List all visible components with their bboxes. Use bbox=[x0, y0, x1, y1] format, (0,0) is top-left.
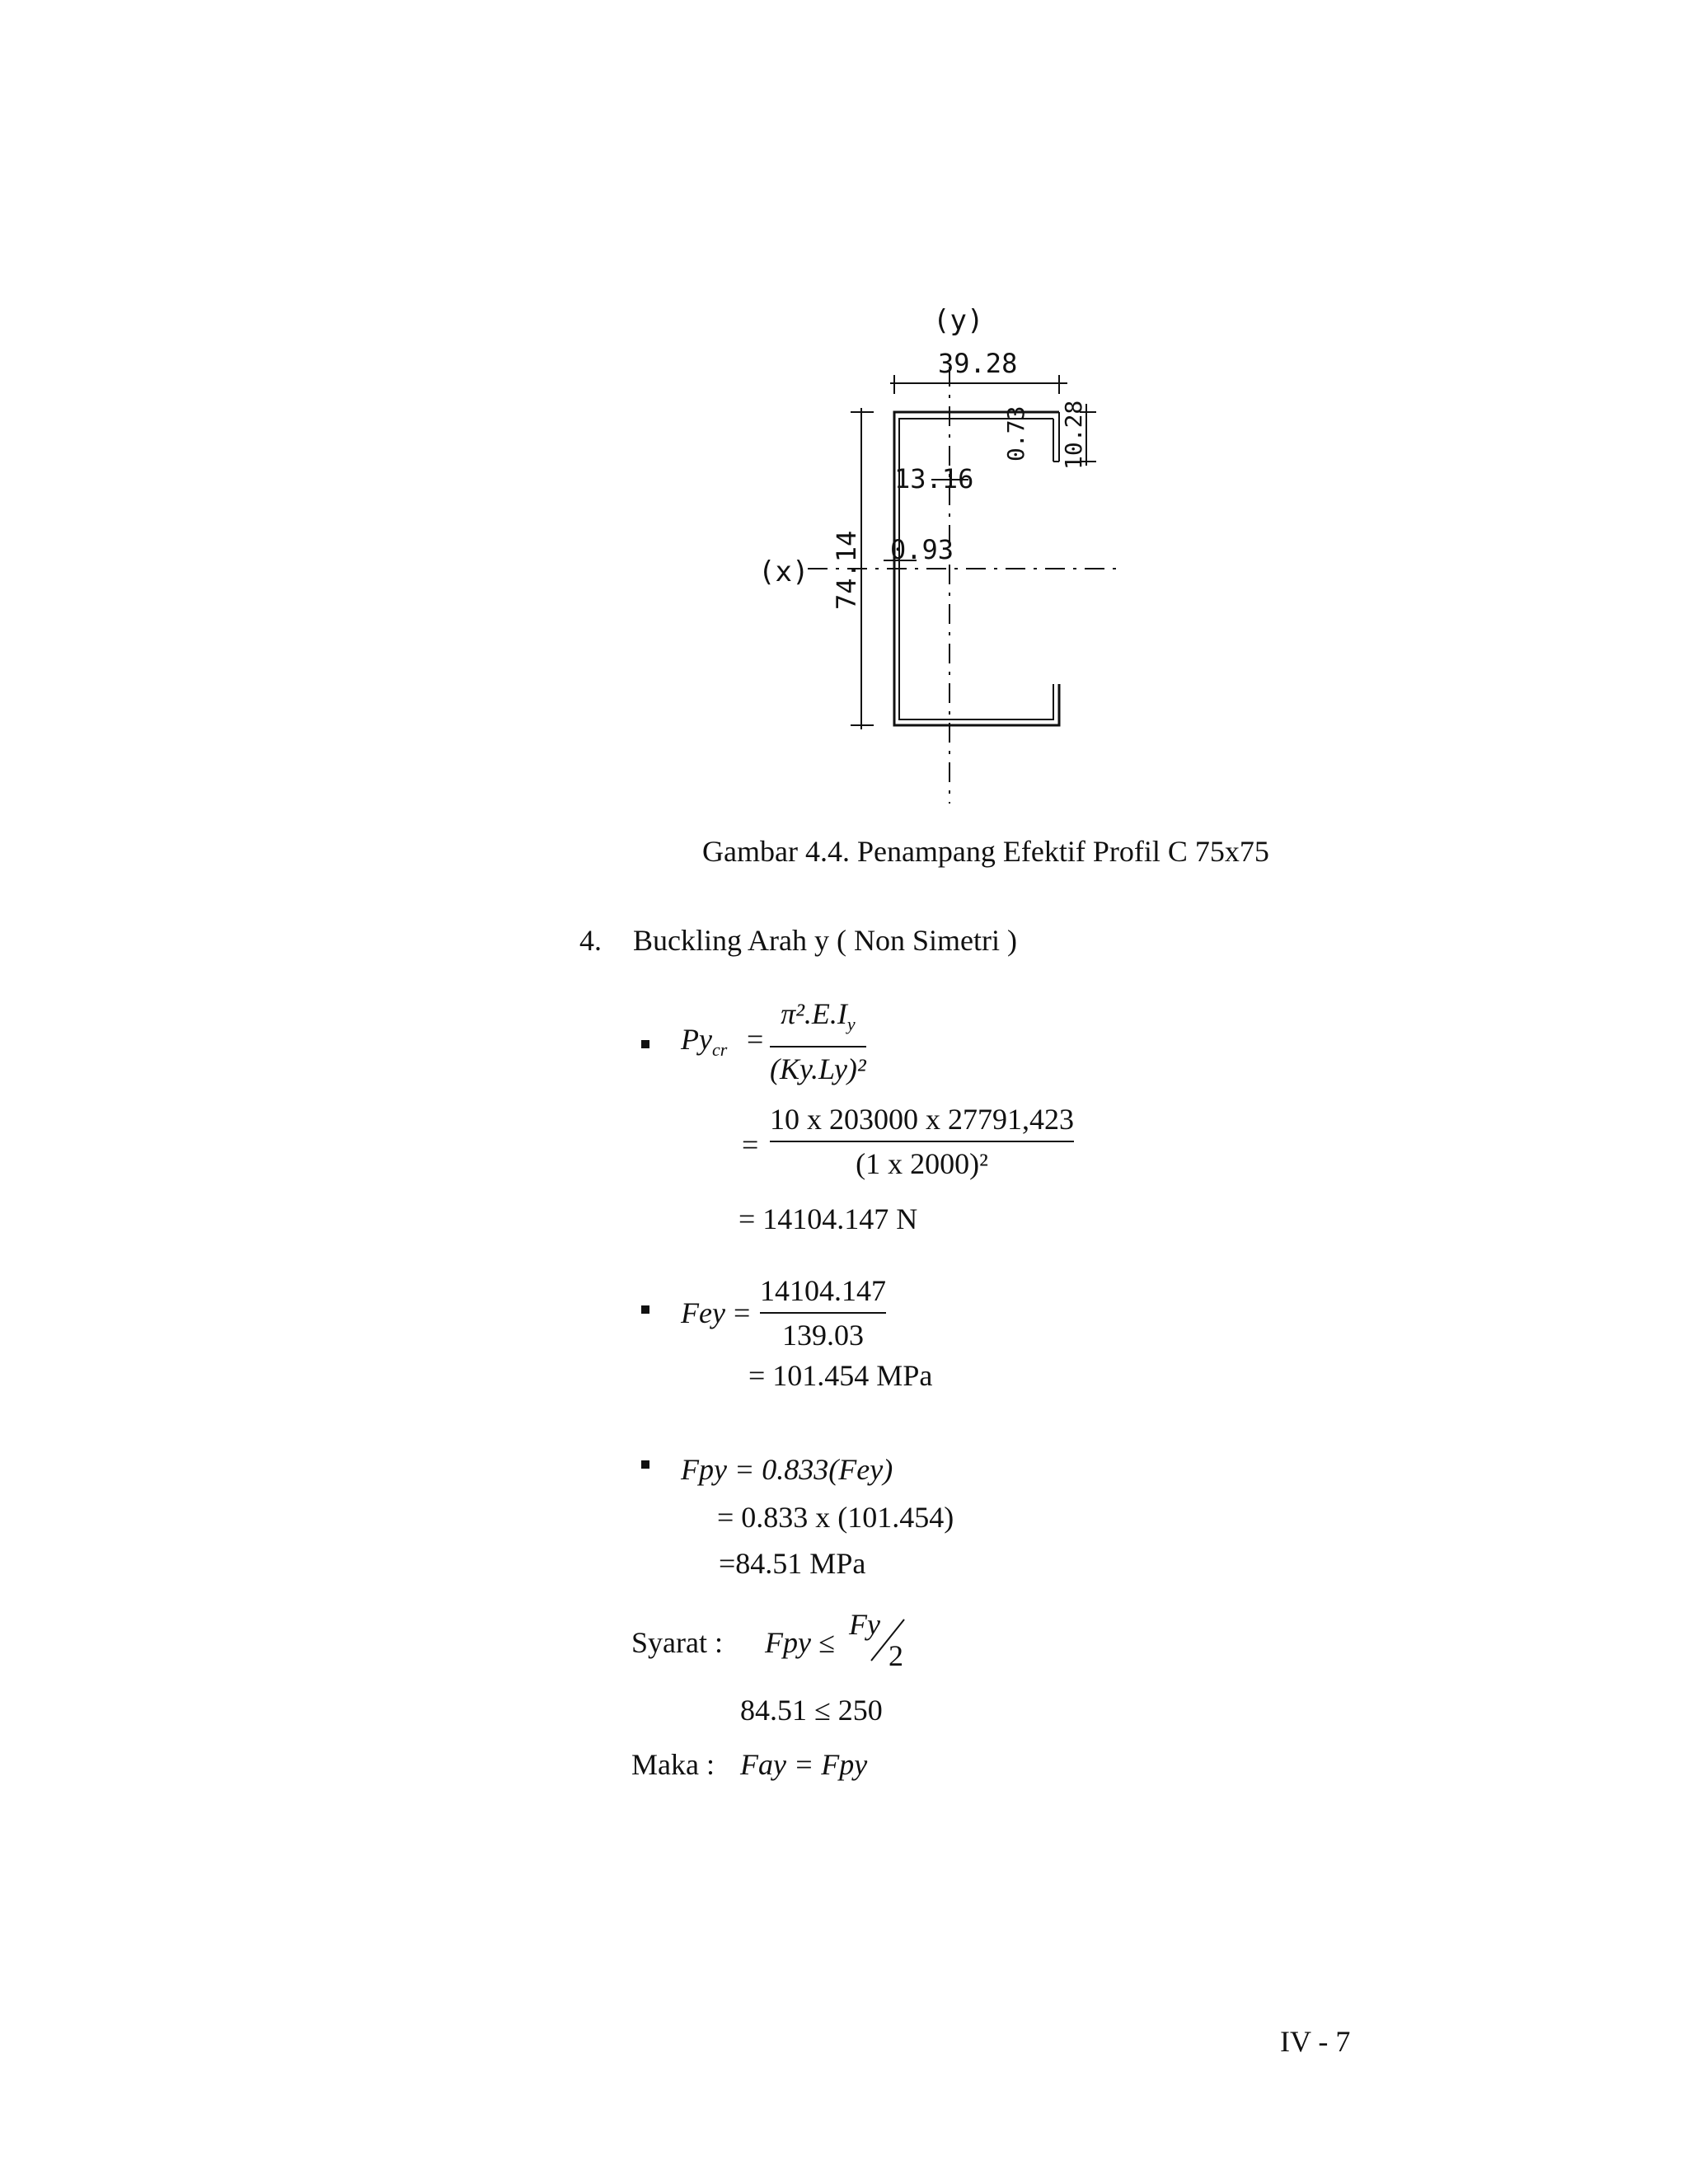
label-web-thk: 0.93 bbox=[890, 534, 954, 565]
syarat-den: 2 bbox=[889, 1639, 903, 1672]
syarat-lhs: Fpy ≤ bbox=[765, 1626, 835, 1659]
label-flange: 13.16 bbox=[894, 463, 974, 494]
c-profile-drawing bbox=[742, 297, 1137, 808]
eq1-lhs: $Py_{cr}$ bbox=[681, 1023, 728, 1061]
figure-caption: Gambar 4.4. Penampang Efektif Profil C 75x75 bbox=[702, 835, 1269, 868]
eq3-line1: Fpy = 0.833(Fey) bbox=[681, 1453, 893, 1486]
eq3-line2: = 0.833 x (101.454) bbox=[717, 1501, 954, 1534]
eq1-step2-equals: = bbox=[742, 1128, 759, 1161]
section-title: Buckling Arah y ( Non Simetri ) bbox=[633, 924, 1017, 957]
syarat-slash-fraction bbox=[849, 1607, 915, 1673]
bullet-3 bbox=[641, 1460, 649, 1469]
eq1-step2-fraction: 10 x 203000 x 27791,423 (1 x 2000)² bbox=[770, 1103, 1074, 1180]
bullet-2 bbox=[641, 1305, 649, 1314]
syarat-num: Fy bbox=[849, 1608, 880, 1641]
maka-expr: Fay = Fpy bbox=[740, 1748, 868, 1781]
eq1-fraction: $\pi^2.E.I_y$ (Ky.Ly)² bbox=[770, 997, 866, 1086]
syarat-label: Syarat : bbox=[631, 1626, 723, 1659]
bullet-1 bbox=[641, 1040, 649, 1048]
label-height: 74.14 bbox=[831, 530, 862, 610]
label-width: 39.28 bbox=[938, 348, 1018, 379]
label-lip-top: 0.73 bbox=[1002, 405, 1029, 462]
eq1-equals: = bbox=[747, 1023, 764, 1056]
page-number: IV - 7 bbox=[1280, 2025, 1351, 2058]
eq2-equals: = bbox=[734, 1296, 751, 1329]
label-y-axis: (y) bbox=[933, 304, 984, 337]
section-number: 4. bbox=[579, 924, 602, 957]
eq3-line3: =84.51 MPa bbox=[719, 1547, 866, 1580]
label-lip-right: 10.28 bbox=[1060, 400, 1087, 470]
eq2-lhs: Fey bbox=[681, 1296, 725, 1329]
eq2-fraction: 14104.147 139.03 bbox=[760, 1274, 886, 1352]
eq2-result: = 101.454 MPa bbox=[748, 1359, 933, 1392]
eq1-result: = 14104.147 N bbox=[738, 1202, 918, 1235]
syarat-line2: 84.51 ≤ 250 bbox=[740, 1694, 883, 1727]
label-x-axis: (x) bbox=[758, 555, 809, 588]
section-figure bbox=[742, 297, 1137, 808]
maka-label: Maka : bbox=[631, 1748, 715, 1781]
